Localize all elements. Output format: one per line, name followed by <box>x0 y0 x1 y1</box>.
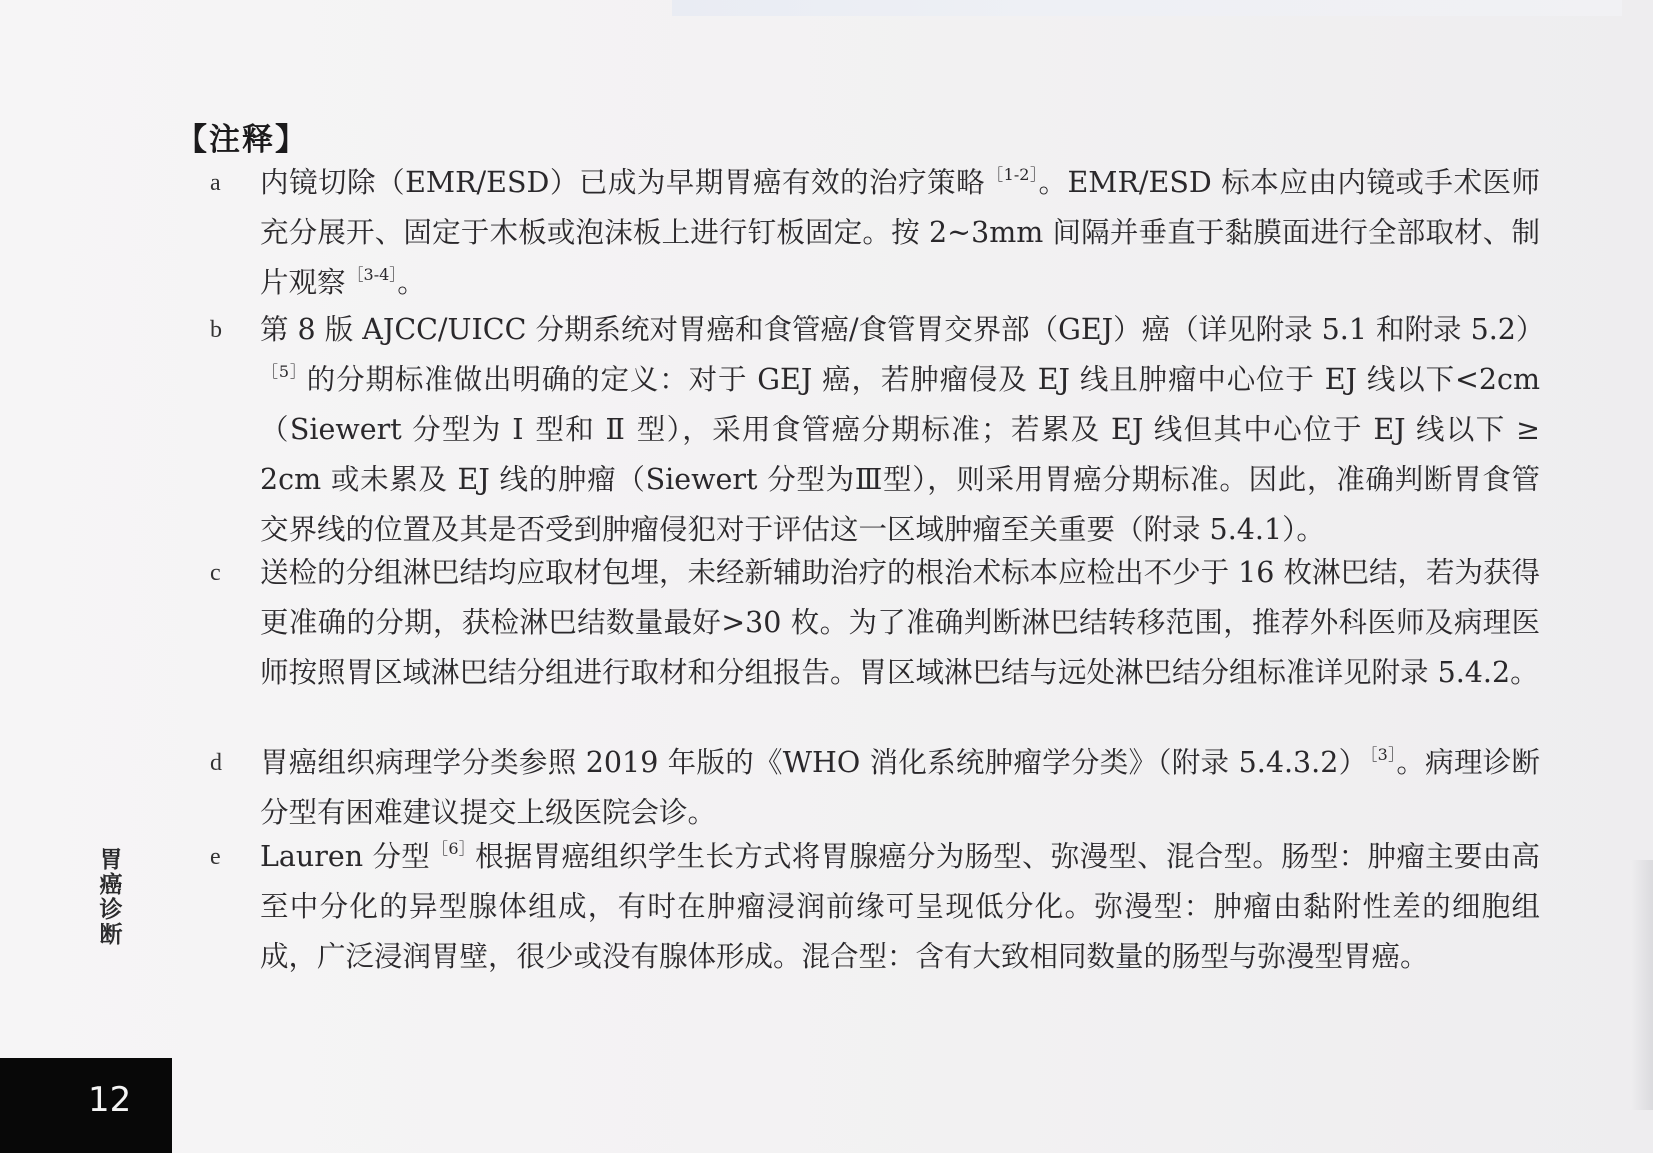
note-text: 胃癌组织病理学分类参照 2019 年版的《WHO 消化系统肿瘤学分类》（附录 5.4.3.2） <box>260 746 1368 779</box>
note-body <box>260 832 1540 982</box>
citation: ［5］ <box>262 362 307 381</box>
page-curl-shadow <box>1631 860 1653 1110</box>
citation: ［3-4］ <box>347 265 398 284</box>
note-b <box>210 305 1545 555</box>
note-a <box>210 158 1540 308</box>
page-number: 12 <box>88 1080 132 1120</box>
note-text-continued: 。EMR/ESD 标本应由内镜或手术医师充分展开、固定于木板或泡沫板上进行钉板固定。按 2~3mm 间隔并垂直于黏膜面进行全部取材、制片观察 <box>260 166 1540 299</box>
note-marker: e <box>210 844 221 870</box>
notes-heading: 【注释】 <box>176 122 308 158</box>
note-body <box>260 305 1545 555</box>
note-d <box>210 738 1540 838</box>
page-number-box <box>0 1058 172 1153</box>
note-body: 送检的分组淋巴结均应取材包埋，未经新辅助治疗的根治术标本应检出不少于 16 枚淋巴结，若为获得更准确的分期，获检淋巴结数量最好>30 枚。为了准确判断淋巴结转移范围，推荐外科医师及病理医师按照胃区域淋巴结分组进行取材和分组报告。胃区域淋巴结与远处淋巴结分组标准详见附录 5.4.2。 <box>260 556 1540 689</box>
note-c <box>210 548 1540 698</box>
note-body <box>260 738 1540 838</box>
note-text-end: 。 <box>397 266 426 299</box>
note-text-continued: 根据胃癌组织学生长方式将胃腺癌分为肠型、弥漫型、混合型。肠型：肿瘤主要由高至中分化的异型腺体组成，有时在肿瘤浸润前缘可呈现低分化。弥漫型：肿瘤由黏附性差的细胞组成，广泛浸润胃壁，很少或没有腺体形成。混合型：含有大致相同数量的肠型与弥漫型胃癌。 <box>260 840 1540 973</box>
citation: ［1-2］ <box>987 165 1039 184</box>
note-text-continued: 。病理诊断分型有困难建议提交上级医院会诊。 <box>260 746 1540 829</box>
adjacent-page-edge <box>672 0 1622 16</box>
note-text-continued: 的分期标准做出明确的定义：对于 GEJ 癌，若肿瘤侵及 EJ 线且肿瘤中心位于 EJ 线以下<2cm（Siewert 分型为 Ⅰ 型和 Ⅱ 型），采用食管癌分期标准；若累及 EJ 线但其中心位于 EJ 线以下 ≥ 2cm 或未累及 EJ 线的肿瘤（Siewert 分型为Ⅲ型），则采用胃癌分期标准。因此，准确判断胃食管交界线的位置及其是否受到肿瘤侵犯对于评估这一区域肿瘤至关重要（附录 5.4.1）。 <box>260 363 1540 546</box>
note-marker: d <box>210 750 222 776</box>
note-text: 内镜切除（EMR/ESD）已成为早期胃癌有效的治疗策略 <box>260 166 986 199</box>
citation: ［6］ <box>432 839 476 858</box>
note-marker: b <box>210 317 222 343</box>
note-text: Lauren 分型 <box>260 840 431 873</box>
note-text: 第 8 版 AJCC/UICC 分期系统对胃癌和食管癌/食管胃交界部（GEJ）癌（详见附录 5.1 和附录 5.2） <box>260 313 1545 346</box>
note-body <box>260 158 1540 308</box>
note-e <box>210 832 1540 982</box>
note-marker: a <box>210 170 221 196</box>
chapter-side-tab: 胃癌诊断 <box>99 847 123 948</box>
citation: ［3］ <box>1369 745 1397 764</box>
note-marker: c <box>210 560 221 586</box>
